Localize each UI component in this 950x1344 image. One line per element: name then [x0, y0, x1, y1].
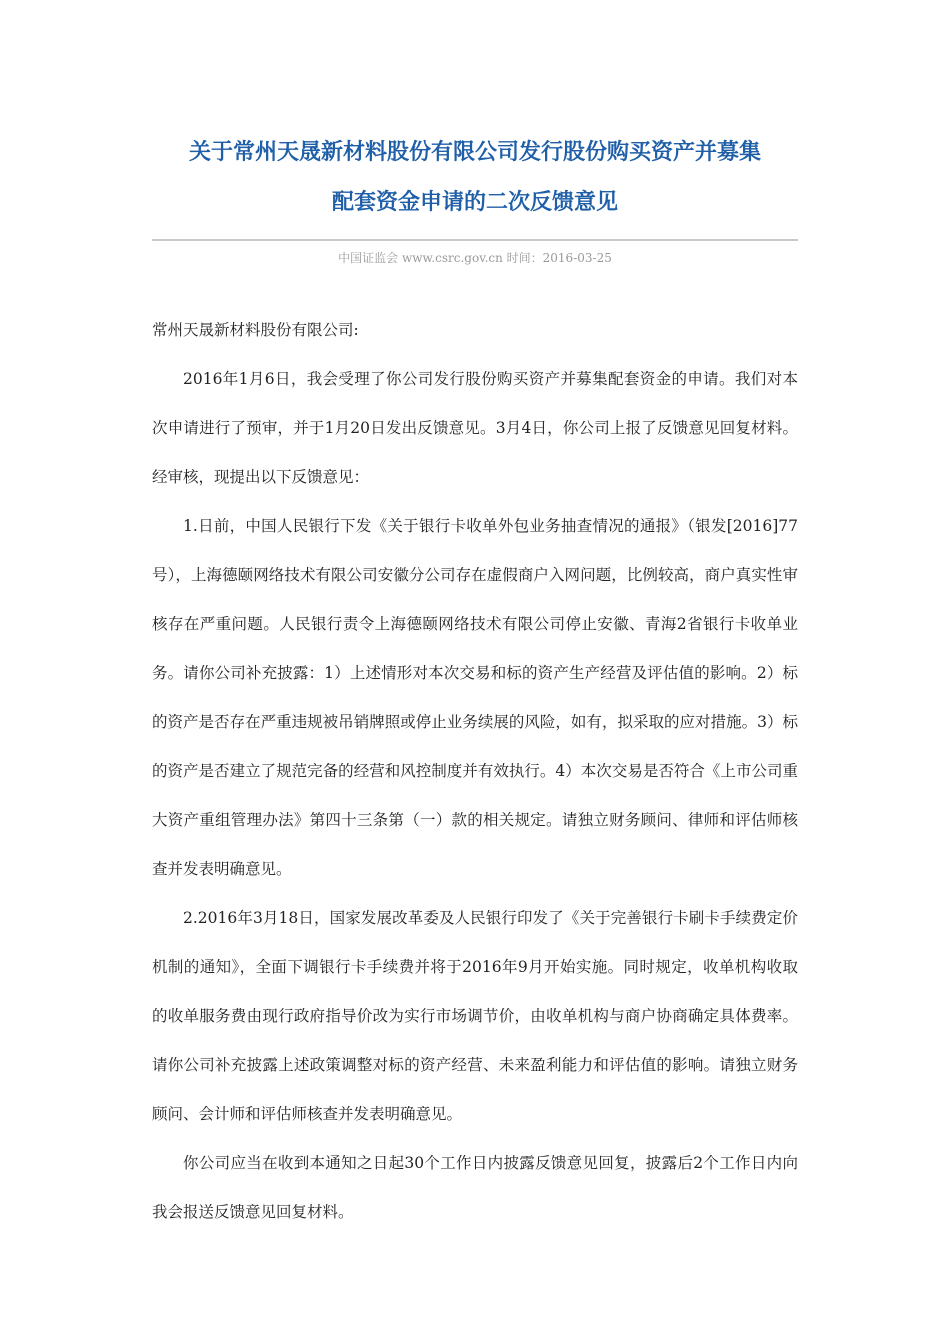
paragraph-closing: 你公司应当在收到本通知之日起30个工作日内披露反馈意见回复，披露后2个工作日内向我会报送反馈意见回复材料。	[152, 1154, 798, 1221]
title-divider	[152, 239, 798, 241]
paragraph-intro: 2016年1月6日，我会受理了你公司发行股份购买资产并募集配套资金的申请。我们对本次申请进行了预审，并于1月20日发出反馈意见。3月4日，你公司上报了反馈意见回复材料。经审核，现提出以下反馈意见：	[152, 370, 798, 486]
document-title-line-2: 配套资金申请的二次反馈意见	[331, 190, 618, 215]
document-title-line-1: 关于常州天晟新材料股份有限公司发行股份购买资产并募集	[188, 140, 761, 165]
document-body	[152, 306, 798, 1237]
salutation: 常州天晟新材料股份有限公司:	[152, 321, 359, 339]
paragraph-item-2: 2.2016年3月18日，国家发展改革委及人民银行印发了《关于完善银行卡刷卡手续费定价机制的通知》，全面下调银行卡手续费并将于2016年9月开始实施。同时规定，收单机构收取的收单服务费由现行政府指导价改为实行市场调节价，由收单机构与商户协商确定具体费率。请你公司补充披露上述政策调整对标的资产经营、未来盈利能力和评估值的影响。请独立财务顾问、会计师和评估师核查并发表明确意见。	[152, 909, 798, 1123]
paragraph-item-1: 1.日前，中国人民银行下发《关于银行卡收单外包业务抽查情况的通报》（银发[2016]77号），上海德颐网络技术有限公司安徽分公司存在虚假商户入网问题，比例较高，商户真实性审核存在严重问题。人民银行责令上海德颐网络技术有限公司停止安徽、青海2省银行卡收单业务。请你公司补充披露：1）上述情形对本次交易和标的资产生产经营及评估值的影响。2）标的资产是否存在严重违规被吊销牌照或停止业务续展的风险，如有，拟采取的应对措施。3）标的资产是否建立了规范完备的经营和风控制度并有效执行。4）本次交易是否符合《上市公司重大资产重组管理办法》第四十三条第（一）款的相关规定。请独立财务顾问、律师和评估师核查并发表明确意见。	[152, 517, 798, 878]
source-and-date: 中国证监会 www.csrc.gov.cn 时间：2016-03-25	[338, 251, 612, 265]
document-title	[152, 128, 798, 228]
